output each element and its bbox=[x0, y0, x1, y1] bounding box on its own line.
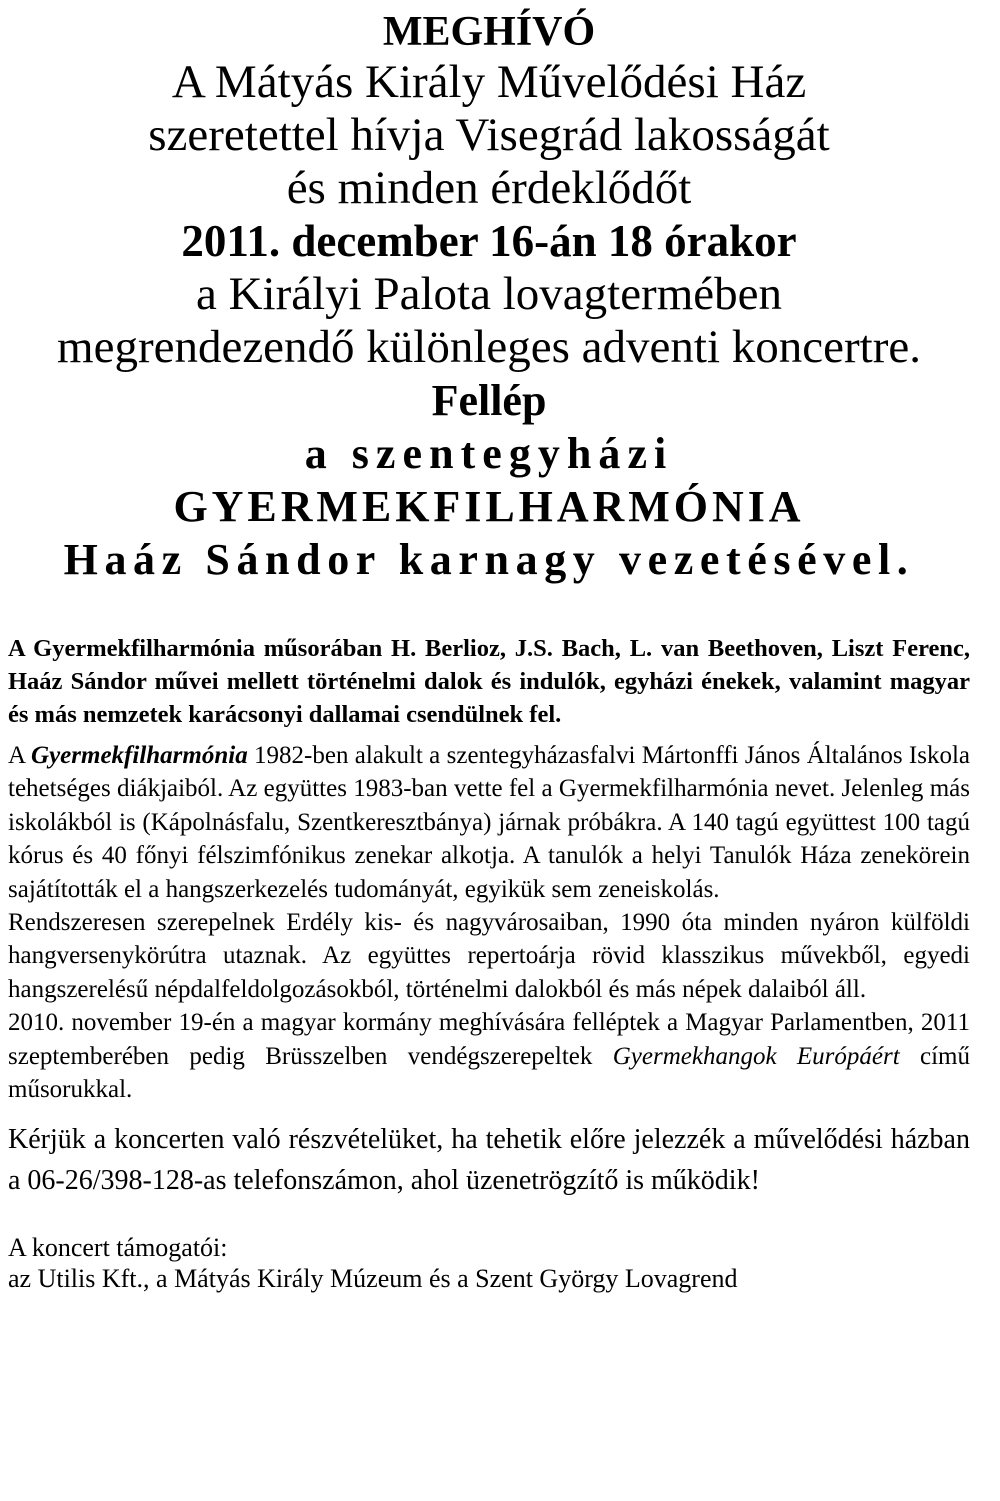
program-paragraph: A Gyermekfilharmónia műsorában H. Berlioz, J.S. Bach, L. van Beethoven, Liszt Ferenc, Haáz Sándor művei mellett történelmi dalok és indulók, egyházi énekek, valamint magyar és más nemzetek karácsonyi dallamai csendülnek fel. bbox=[8, 635, 970, 728]
document-title: MEGHÍVÓ bbox=[382, 9, 596, 55]
event-venue: a Királyi Palota lovagtermében bbox=[196, 268, 782, 320]
sponsors-list: az Utilis Kft., a Mátyás Király Múzeum és a Szent György Lovagrend bbox=[8, 1264, 738, 1294]
ensemble-name: GYERMEKFILHARMÓNIA bbox=[173, 482, 805, 531]
sponsors-block bbox=[8, 1232, 970, 1294]
about-paragraph-3-lead: 2010. november 19-én a magyar kormány meghívására felléptek a Magyar Parlamentben, 2011 szeptemberében pedig Brüsszelben vendégszerepeltek bbox=[8, 1009, 970, 1070]
performs-label: Fellép bbox=[431, 376, 547, 425]
event-date: 2011. december 16-án 18 órakor bbox=[181, 216, 797, 266]
rsvp-paragraph: Kérjük a koncerten való részvételüket, ha tehetik előre jelezzék a művelődési házban a 06-26/398-128-as telefonszámon, ahol üzenetrögzítő is működik! bbox=[8, 1124, 970, 1197]
host-line-3: és minden érdeklődőt bbox=[286, 162, 692, 214]
ensemble-name-emphasis: Gyermekfilharmónia bbox=[31, 742, 248, 769]
event-description: megrendezendő különleges adventi koncertre. bbox=[57, 321, 921, 373]
about-paragraph-1-rest: 1982-ben alakult a szentegyházasfalvi Mártonffi János Általános Iskola tehetséges diákjaiból. Az együttes 1983-ban vette fel a Gyermekfilharmónia nevet. Jelenleg más iskolákból is (Kápolnásfalu, Szentkeresztbánya) járnak próbákra. A 140 tagú együttest 100 tagú kórus és 40 főnyi félszimfónikus zenekar alkotja. A tanulók a helyi Tanulók Háza zenekörein sajátították el a hangszerkezelés tudományát, egyikük sem zeneiskolás. bbox=[8, 742, 970, 903]
about-paragraph-2: Rendszeresen szerepelnek Erdély kis- és nagyvárosaiban, 1990 óta minden nyáron külföldi hangversenykörútra utaznak. Az együttes repertoárja rövid klasszikus művekből, egyedi hangszerelésű népdalfeldolgozásokból, történelmi dalokból és más népek dalaiból áll. bbox=[8, 909, 970, 1003]
ensemble-origin: a szentegyházi bbox=[304, 429, 674, 478]
about-paragraph-1 bbox=[8, 739, 970, 906]
sponsors-heading: A koncert támogatói: bbox=[8, 1233, 228, 1263]
about-paragraph-3 bbox=[8, 1006, 970, 1106]
show-title-emphasis: Gyermekhangok Európáért bbox=[612, 1042, 900, 1070]
about-paragraph-1-lead: A bbox=[8, 742, 32, 769]
about-paragraph-3-rest: című műsorukkal. bbox=[8, 1042, 970, 1104]
host-line-1: A Mátyás Király Művelődési Ház bbox=[171, 56, 807, 108]
conductor-line: Haáz Sándor karnagy vezetésével. bbox=[63, 535, 915, 584]
host-line-2: szeretettel hívja Visegrád lakosságát bbox=[148, 109, 830, 161]
